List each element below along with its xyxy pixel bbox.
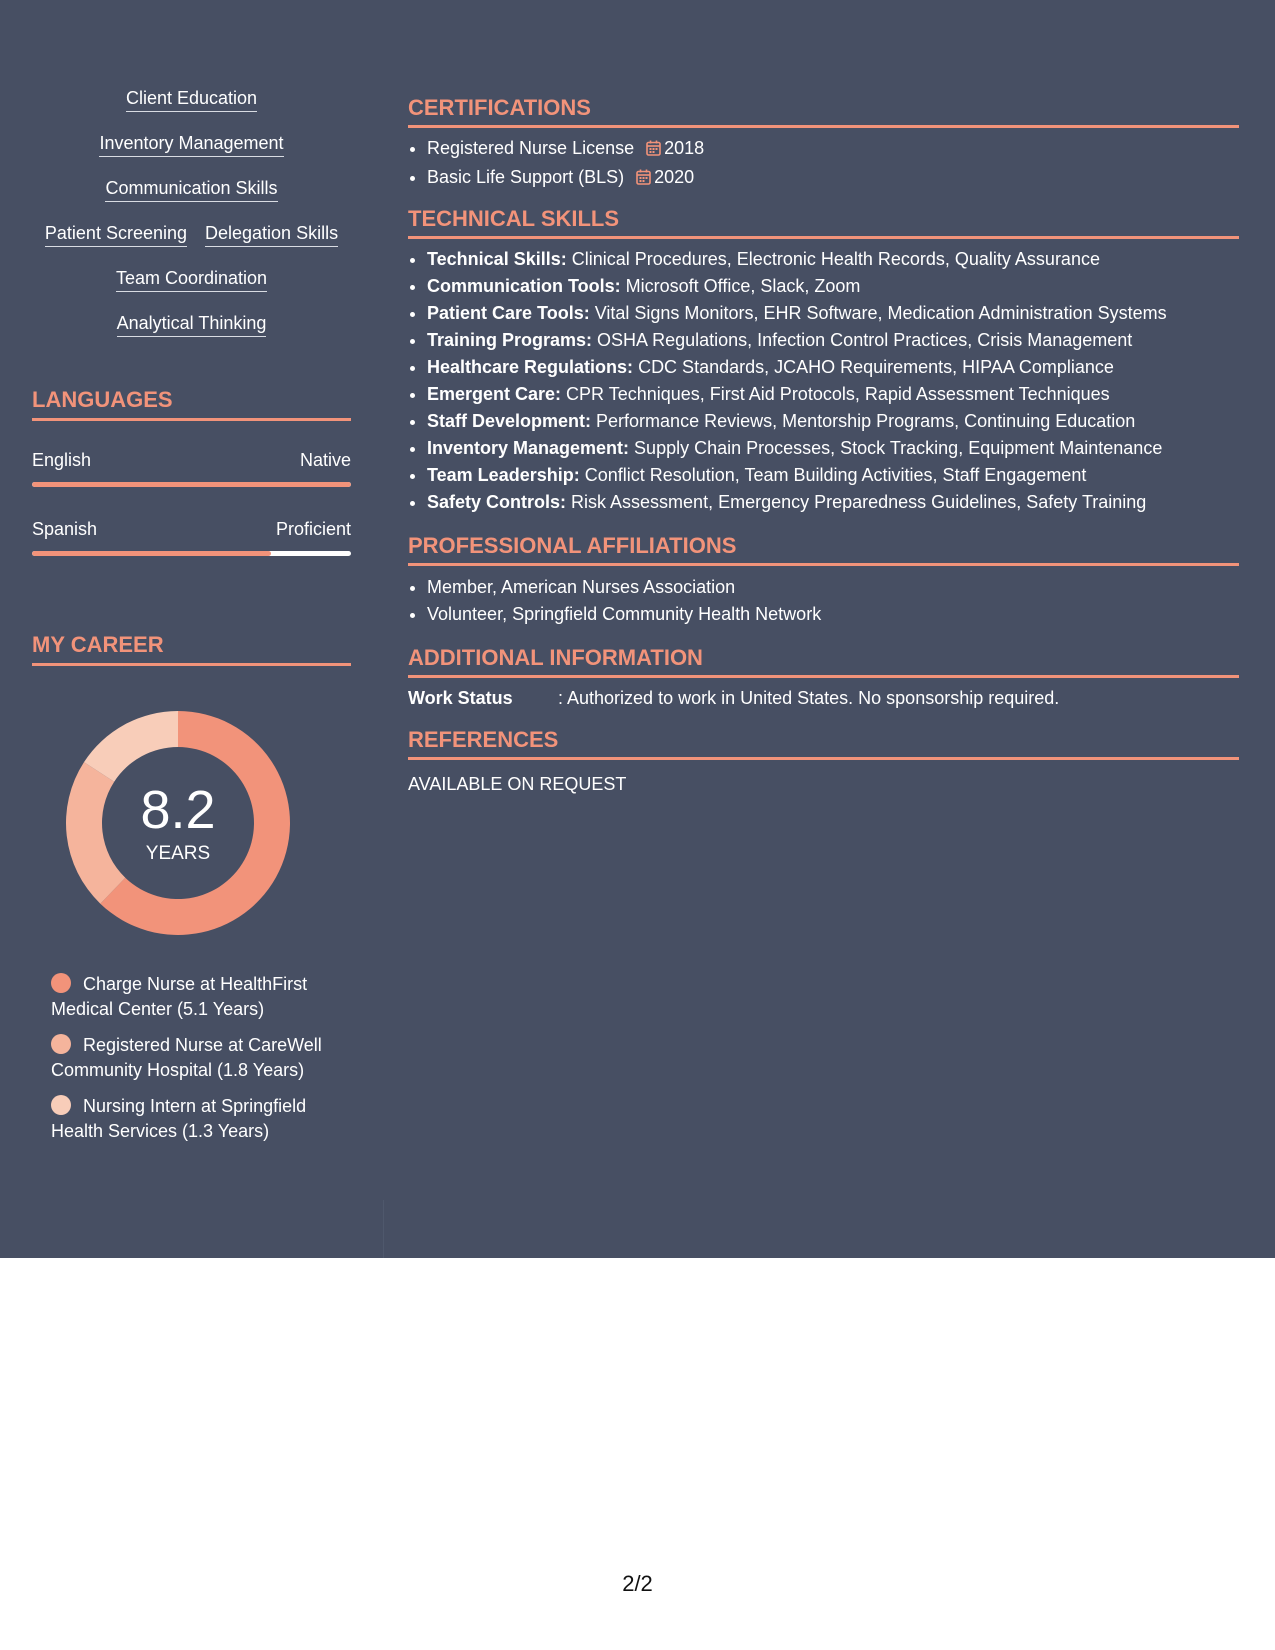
work-status-value: : Authorized to work in United States. No sponsorship required.: [558, 688, 1060, 708]
career-role-dot: [51, 1095, 71, 1115]
skill-tag: Team Coordination: [116, 266, 267, 292]
career-role-label: Charge Nurse at HealthFirst Medical Center (5.1 Years): [51, 974, 308, 1019]
technical-skill-label: Safety Controls:: [427, 492, 567, 512]
career-role-item: [51, 1094, 341, 1143]
languages-heading: LANGUAGES: [32, 386, 351, 421]
technical-skill-label: Training Programs:: [427, 330, 593, 350]
skill-tag: Communication Skills: [105, 176, 277, 202]
certification-name: Registered Nurse License: [427, 138, 635, 158]
technical-skill-item: [427, 246, 1239, 273]
technical-skill-value: Microsoft Office, Slack, Zoom: [620, 276, 861, 296]
skill-tag: Delegation Skills: [205, 221, 338, 247]
technical-skill-label: Healthcare Regulations:: [427, 357, 634, 377]
technical-skill-item: [427, 381, 1239, 408]
language-name: English: [32, 450, 92, 470]
work-status-label: Work Status: [408, 688, 513, 708]
language-spanish: [32, 517, 351, 556]
career-role-item: [51, 972, 341, 1021]
skill-tag: Patient Screening: [45, 221, 187, 247]
technical-skills-list: [408, 246, 1239, 516]
career-total: [66, 711, 290, 935]
certification-year: 2018: [664, 138, 705, 158]
certification-item: [427, 164, 1239, 193]
career-total-unit: YEARS: [145, 843, 211, 864]
technical-skill-item: [427, 408, 1239, 435]
career-role-label: Nursing Intern at Springfield Health Services (1.3 Years): [51, 1096, 307, 1141]
technical-skill-item: [427, 327, 1239, 354]
calendar-icon: [646, 137, 661, 164]
references-heading: REFERENCES: [408, 726, 1239, 760]
technical-skills-heading: TECHNICAL SKILLS: [408, 205, 1239, 239]
technical-skill-label: Technical Skills:: [427, 249, 567, 269]
column-divider: [383, 1200, 384, 1258]
skill-row: [32, 221, 351, 266]
language-english: [32, 448, 351, 487]
affiliation-item: • Volunteer, Springfield Community Health Network: [427, 601, 1239, 628]
language-proficiency-fill: [32, 551, 271, 556]
skill-tag: Inventory Management: [99, 131, 283, 157]
technical-skill-label: Inventory Management:: [427, 438, 630, 458]
language-proficiency-fill: [32, 482, 351, 487]
career-role-item: [51, 1033, 341, 1082]
technical-skill-label: Patient Care Tools:: [427, 303, 590, 323]
technical-skill-item: [427, 435, 1239, 462]
career-role-dot: [51, 973, 71, 993]
additional-info-heading: ADDITIONAL INFORMATION: [408, 644, 1239, 678]
affiliations-heading: PROFESSIONAL AFFILIATIONS: [408, 532, 1239, 566]
technical-skill-item: [427, 273, 1239, 300]
career-donut-chart: [66, 711, 290, 935]
technical-skill-value: Supply Chain Processes, Stock Tracking, Equipment Maintenance: [629, 438, 1163, 458]
technical-skill-label: Emergent Care:: [427, 384, 562, 404]
skill-tag: Client Education: [126, 86, 257, 112]
page-number: 2/2: [622, 1571, 653, 1596]
technical-skill-label: Communication Tools:: [427, 276, 621, 296]
career-role-label: Registered Nurse at CareWell Community Hospital (1.8 Years): [51, 1035, 322, 1080]
skill-tags: [32, 86, 351, 356]
certification-item: [427, 135, 1239, 164]
technical-skill-label: Team Leadership:: [427, 465, 580, 485]
technical-skill-value: Vital Signs Monitors, EHR Software, Medication Administration Systems: [589, 303, 1167, 323]
calendar-icon: [636, 166, 651, 193]
technical-skill-item: [427, 354, 1239, 381]
technical-skill-label: Staff Development:: [427, 411, 592, 431]
career-heading: MY CAREER: [32, 631, 351, 666]
certification-name: Basic Life Support (BLS): [427, 167, 625, 187]
language-proficiency-bar: [32, 482, 351, 487]
skill-row: [32, 176, 351, 221]
technical-skill-value: Performance Reviews, Mentorship Programs, Continuing Education: [591, 411, 1136, 431]
affiliations-list: [408, 574, 1239, 628]
skill-tag: Analytical Thinking: [117, 311, 267, 337]
technical-skill-value: Conflict Resolution, Team Building Activities, Staff Engagement: [579, 465, 1087, 485]
language-name: Spanish: [32, 519, 98, 539]
career-role-dot: [51, 1034, 71, 1054]
certifications-heading: CERTIFICATIONS: [408, 94, 1239, 128]
career-total-value: 8.2: [140, 780, 216, 840]
affiliation-item: • Member, American Nurses Association: [427, 574, 1239, 601]
work-status: [408, 686, 1239, 710]
references-text: AVAILABLE ON REQUEST: [408, 774, 627, 794]
language-level: Native: [299, 450, 351, 470]
skill-row: [32, 311, 351, 356]
skill-row: [32, 266, 351, 311]
technical-skill-item: [427, 462, 1239, 489]
technical-skill-item: [427, 489, 1239, 516]
certification-year: 2020: [654, 167, 695, 187]
technical-skill-value: CDC Standards, JCAHO Requirements, HIPAA Compliance: [633, 357, 1114, 377]
skill-row: [32, 86, 351, 131]
technical-skill-value: Clinical Procedures, Electronic Health Records, Quality Assurance: [566, 249, 1100, 269]
technical-skill-item: [427, 300, 1239, 327]
technical-skill-value: Risk Assessment, Emergency Preparedness Guidelines, Safety Training: [566, 492, 1147, 512]
technical-skill-value: OSHA Regulations, Infection Control Practices, Crisis Management: [592, 330, 1133, 350]
technical-skill-value: CPR Techniques, First Aid Protocols, Rapid Assessment Techniques: [561, 384, 1110, 404]
skill-row: [32, 131, 351, 176]
career-role-list: [51, 972, 341, 1155]
certifications-list: [408, 135, 1239, 193]
language-level: Proficient: [275, 519, 351, 539]
language-proficiency-bar: [32, 551, 351, 556]
